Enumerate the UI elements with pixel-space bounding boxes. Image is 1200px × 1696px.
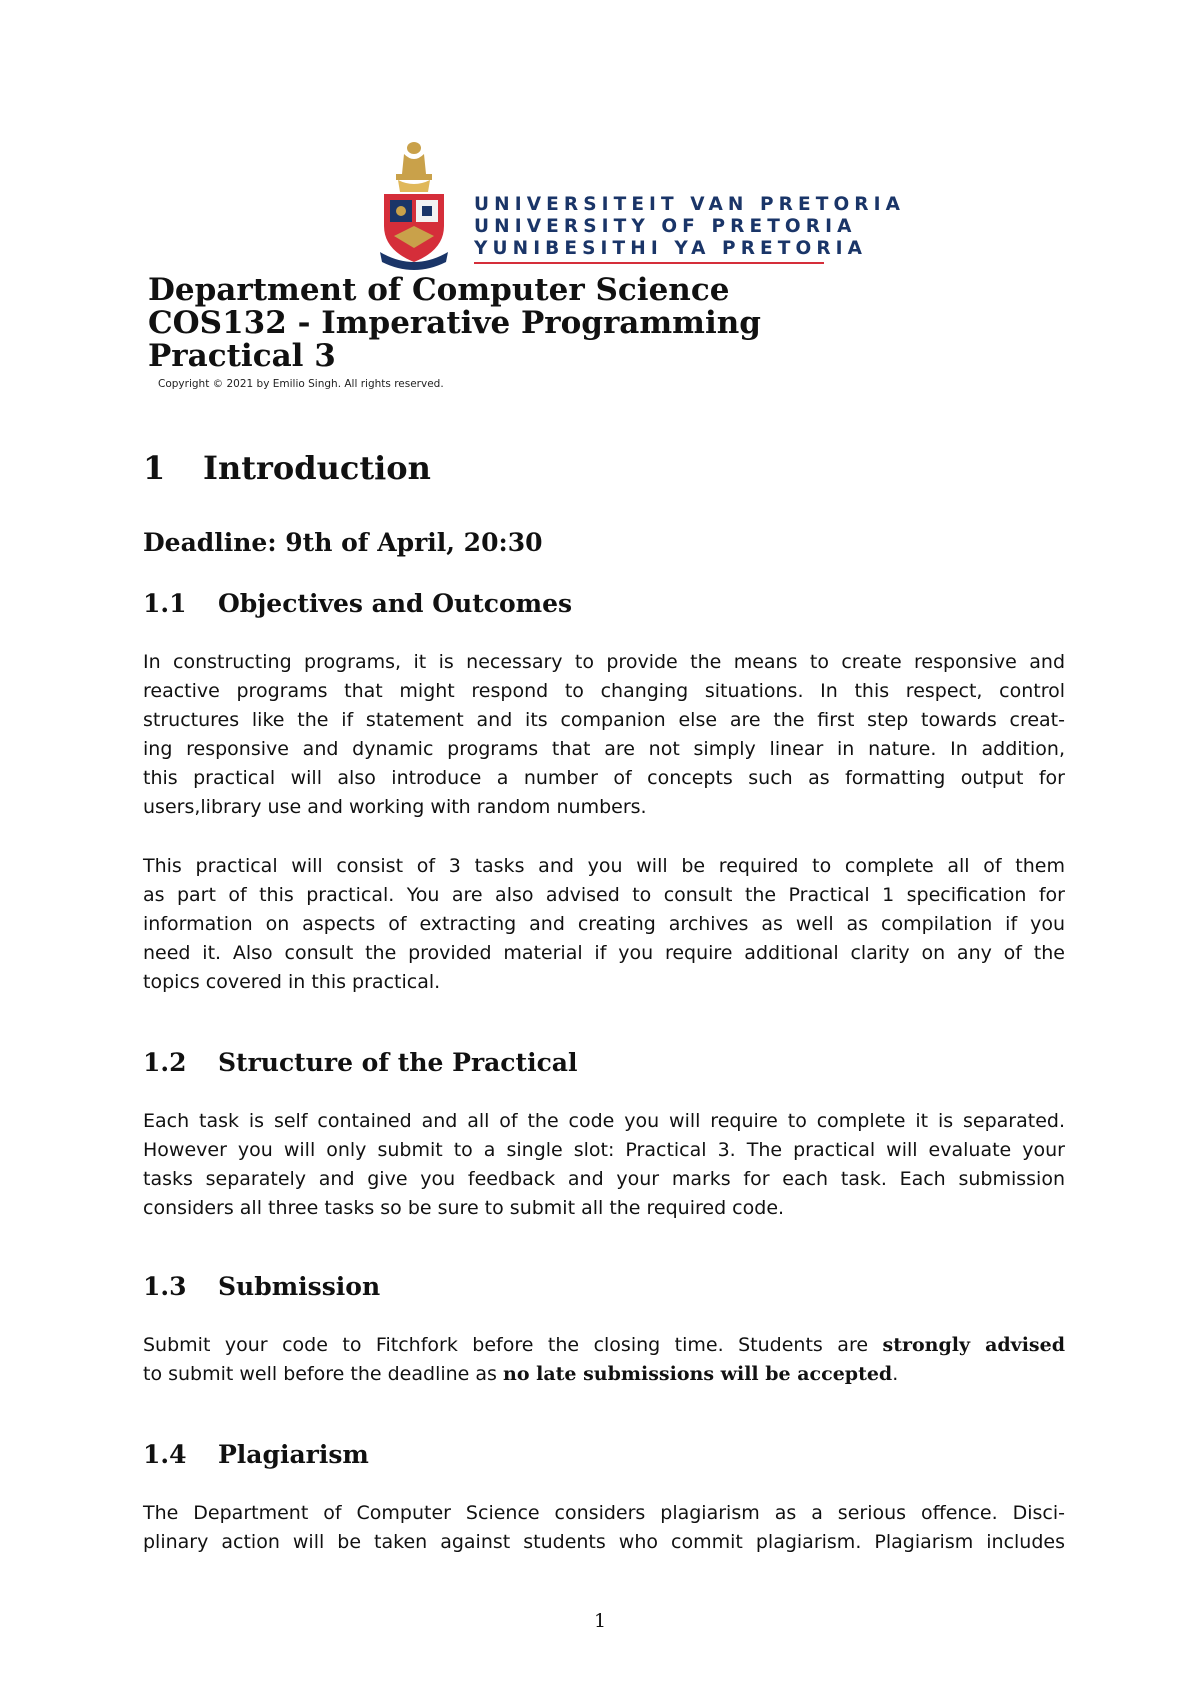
university-crest-logo (374, 140, 454, 270)
emphasis-strongly-advised: strongly advised (882, 1334, 1065, 1356)
subsection-number: 1.1 (143, 589, 187, 618)
objectives-paragraph-2 (143, 852, 1065, 997)
section-heading-introduction (143, 449, 431, 487)
text-line: The Department of Computer Science considers plagiarism as a serious offence. Disci- (143, 1502, 1065, 1524)
text-line: plinary action will be taken against students who commit plagiarism. Plagiarism includes (143, 1531, 1065, 1553)
university-name-afrikaans: UNIVERSITEIT VAN PRETORIA (474, 194, 906, 215)
text-line: this practical will also introduce a number of concepts such as formatting output for (143, 767, 1065, 789)
submission-text: . (892, 1363, 899, 1385)
university-name-english: UNIVERSITY OF PRETORIA (474, 216, 857, 237)
text-line: structures like the if statement and its companion else are the first step towards creat- (143, 709, 1065, 731)
document-title-practical: Practical 3 (148, 338, 336, 374)
text-line: information on aspects of extracting and creating archives as well as compilation if you (143, 913, 1065, 935)
text-line: However you will only submit to a single slot: Practical 3. The practical will evaluate your (143, 1139, 1065, 1161)
deadline-heading: Deadline: 9th of April, 20:30 (143, 528, 543, 557)
structure-paragraph (143, 1107, 1065, 1223)
subsection-number: 1.3 (143, 1272, 187, 1301)
text-line: This practical will consist of 3 tasks and you will be required to complete all of them (143, 855, 1065, 877)
text-line: users,library use and working with random numbers. (143, 796, 647, 818)
logo-underline (474, 262, 824, 264)
subsection-heading-structure (143, 1048, 578, 1077)
subsection-title: Submission (218, 1272, 381, 1301)
section-number: 1 (143, 449, 166, 487)
subsection-number: 1.2 (143, 1048, 187, 1077)
text-line (143, 1331, 1065, 1360)
text-line: as part of this practical. You are also advised to consult the Practical 1 specification for (143, 884, 1065, 906)
objectives-paragraph-1 (143, 648, 1065, 822)
text-line (143, 1360, 1065, 1389)
text-line: need it. Also consult the provided material if you require additional clarity on any of the (143, 942, 1065, 964)
section-title: Introduction (203, 449, 431, 487)
text-line: ing responsive and dynamic programs that are not simply linear in nature. In addition, (143, 738, 1065, 760)
subsection-heading-plagiarism (143, 1440, 369, 1469)
text-line: topics covered in this practical. (143, 971, 441, 993)
subsection-title: Objectives and Outcomes (218, 589, 573, 618)
subsection-title: Plagiarism (218, 1440, 369, 1469)
submission-paragraph (143, 1331, 1065, 1389)
text-line: Each task is self contained and all of the code you will require to complete it is separated. (143, 1110, 1065, 1132)
subsection-title: Structure of the Practical (218, 1048, 578, 1077)
emphasis-no-late-submissions: no late submissions will be accepted (503, 1363, 893, 1385)
copyright-notice: Copyright © 2021 by Emilio Singh. All rights reserved. (158, 378, 444, 390)
text-line: reactive programs that might respond to changing situations. In this respect, control (143, 680, 1065, 702)
subsection-heading-submission (143, 1272, 380, 1301)
text-line: In constructing programs, it is necessary to provide the means to create responsive and (143, 651, 1065, 673)
text-line: tasks separately and give you feedback and your marks for each task. Each submission (143, 1168, 1065, 1190)
plagiarism-paragraph (143, 1499, 1065, 1557)
document-title-course: COS132 - Imperative Programming (148, 305, 761, 341)
document-title-department: Department of Computer Science (148, 272, 730, 308)
page-number: 1 (594, 1610, 607, 1632)
subsection-number: 1.4 (143, 1440, 187, 1469)
university-name-sepedi: YUNIBESITHI YA PRETORIA (474, 238, 868, 259)
text-line: considers all three tasks so be sure to submit all the required code. (143, 1197, 785, 1219)
submission-text: to submit well before the deadline as (143, 1363, 503, 1385)
subsection-heading-objectives (143, 589, 572, 618)
submission-text: Submit your code to Fitchfork before the closing time. Students are (143, 1334, 883, 1356)
